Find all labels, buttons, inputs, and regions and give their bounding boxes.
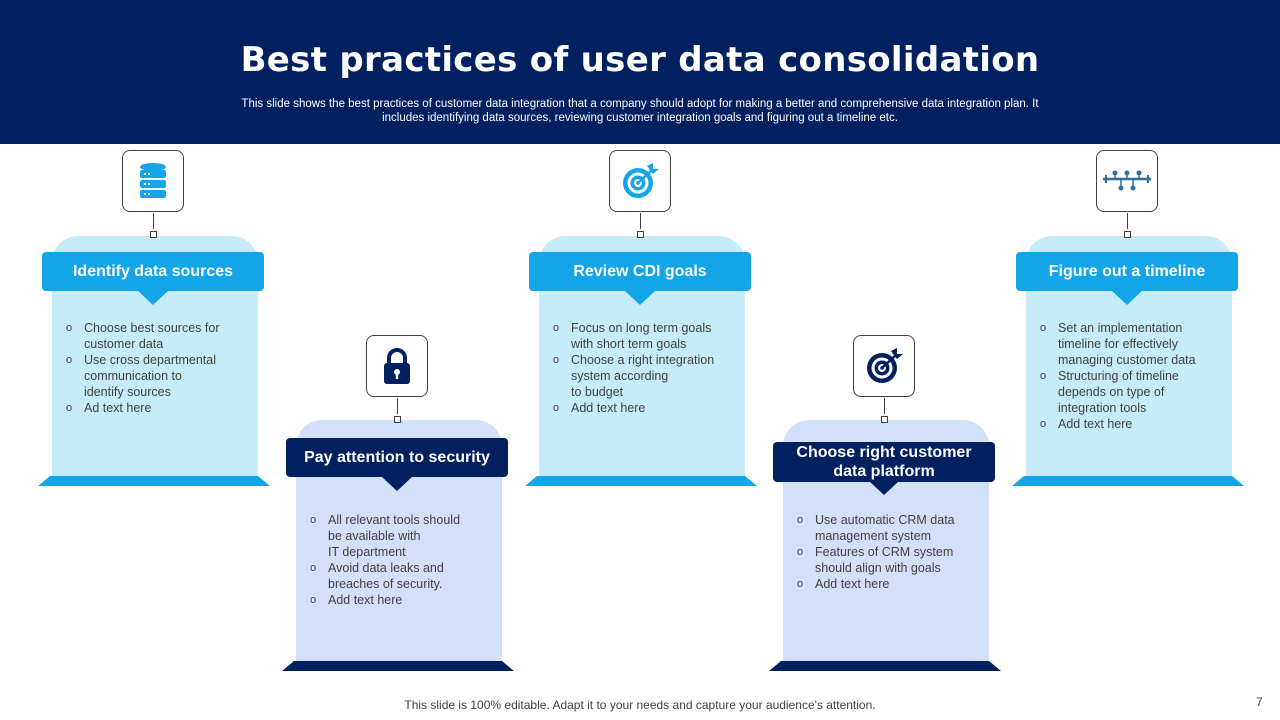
- bullet-list: [66, 320, 246, 416]
- bullet-list: [1040, 320, 1220, 432]
- timeline-icon: [1096, 150, 1158, 212]
- card-title-banner: Pay attention to security: [286, 438, 508, 477]
- connector-dot: [637, 231, 644, 238]
- bullet-item: o Add text here: [310, 592, 490, 608]
- bullet-list: [797, 512, 977, 592]
- connector-line: [397, 398, 398, 414]
- bullet-list: [310, 512, 490, 608]
- bullet-list: [553, 320, 733, 416]
- bullet-item: o Avoid data leaks and breaches of security.: [310, 560, 490, 592]
- bullet-item: o Use automatic CRM data management system: [797, 512, 977, 544]
- database-icon: [122, 150, 184, 212]
- bullet-item: o Structuring of timeline depends on type of integration tools: [1040, 368, 1220, 416]
- connector-dot: [394, 416, 401, 423]
- connector-line: [1127, 213, 1128, 229]
- connector-dot: [881, 416, 888, 423]
- bullet-item: o All relevant tools should be available with IT department: [310, 512, 490, 560]
- page-title: Best practices of user data consolidation: [240, 40, 1040, 80]
- target-icon: [853, 335, 915, 397]
- connector-line: [640, 213, 641, 229]
- bullet-item: o Add text here: [797, 576, 977, 592]
- banner-pointer: [869, 481, 899, 495]
- banner-pointer: [382, 477, 412, 491]
- banner-pointer: [1112, 291, 1142, 305]
- bullet-item: o Ad text here: [66, 400, 246, 416]
- header-bar: [0, 0, 1280, 144]
- card-title-banner: Review CDI goals: [529, 252, 751, 291]
- bullet-item: o Set an implementation timeline for effectively managing customer data: [1040, 320, 1220, 368]
- card-base: [525, 476, 757, 486]
- footer-note: This slide is 100% editable. Adapt it to your needs and capture your audience's attention.: [404, 698, 876, 712]
- connector-dot: [150, 231, 157, 238]
- connector-dot: [1124, 231, 1131, 238]
- bullet-item: o Add text here: [1040, 416, 1220, 432]
- banner-pointer: [625, 291, 655, 305]
- bullet-item: o Add text here: [553, 400, 733, 416]
- card-title-banner: Identify data sources: [42, 252, 264, 291]
- connector-line: [884, 398, 885, 414]
- page-number: 7: [1256, 695, 1263, 709]
- bullet-item: o Focus on long term goals with short term goals: [553, 320, 733, 352]
- banner-pointer: [138, 291, 168, 305]
- page-subtitle: This slide shows the best practices of customer data integration that a company should adopt for making a better and comprehensive data integration plan. It includes identifying data sources, reviewing customer integration goals and figuring out a timeline etc.: [241, 98, 1039, 124]
- card-base: [769, 661, 1001, 671]
- bullet-item: o Features of CRM system should align with goals: [797, 544, 977, 576]
- bullet-item: o Use cross departmental communication to identify sources: [66, 352, 246, 400]
- card-base: [1012, 476, 1244, 486]
- lock-icon: [366, 335, 428, 397]
- target-icon: [609, 150, 671, 212]
- card-title-banner: Figure out a timeline: [1016, 252, 1238, 291]
- bullet-item: o Choose a right integration system according to budget: [553, 352, 733, 400]
- card-title-banner: Choose right customer data platform: [773, 442, 995, 482]
- connector-line: [153, 213, 154, 229]
- card-base: [38, 476, 270, 486]
- card-base: [282, 661, 514, 671]
- bullet-item: o Choose best sources for customer data: [66, 320, 246, 352]
